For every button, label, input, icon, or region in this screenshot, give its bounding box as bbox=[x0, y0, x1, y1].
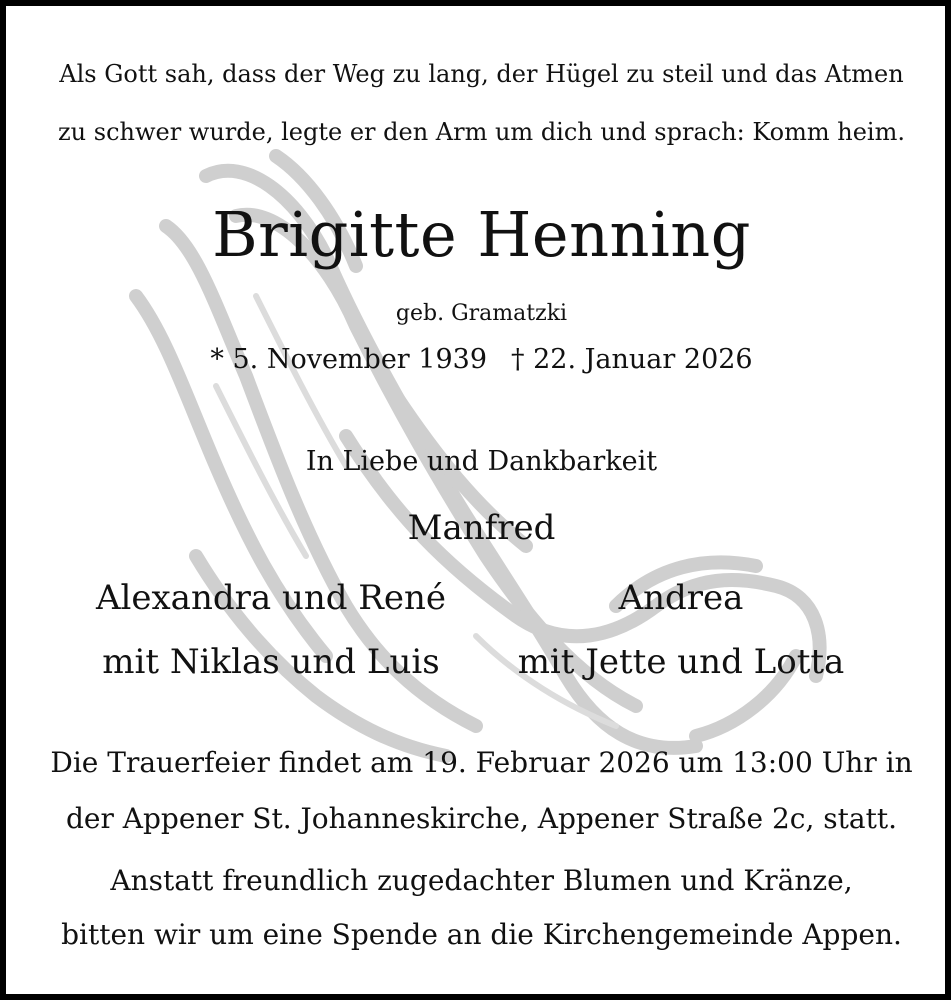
life-dates bbox=[6, 344, 951, 375]
quote-line-2: zu schwer wurde, legte er den Arm um dich und sprach: Komm heim. bbox=[58, 118, 905, 146]
mourners-intro: In Liebe und Dankbarkeit bbox=[305, 446, 658, 477]
death-date: † 22. Januar 2026 bbox=[511, 344, 753, 375]
family-right-line-2: mit Jette und Lotta bbox=[517, 642, 845, 682]
spouse-name: Manfred bbox=[407, 508, 556, 548]
birth-date: * 5. November 1939 bbox=[210, 344, 487, 375]
maiden-name: geb. Gramatzki bbox=[395, 301, 568, 326]
service-line-2: der Appener St. Johanneskirche, Appener Straße 2c, statt. bbox=[66, 802, 897, 835]
service-line-3: Anstatt freundlich zugedachter Blumen und Kränze, bbox=[110, 864, 853, 897]
family-left-line-2: mit Niklas und Luis bbox=[102, 642, 440, 682]
family-left-line-1: Alexandra und René bbox=[95, 578, 447, 618]
service-line-1: Die Trauerfeier findet am 19. Februar 2026 um 13:00 Uhr in bbox=[50, 746, 913, 779]
deceased-name: Brigitte Henning bbox=[212, 198, 751, 271]
quote-line-1: Als Gott sah, dass der Weg zu lang, der Hügel zu steil und das Atmen bbox=[59, 60, 904, 88]
family-right-line-1: Andrea bbox=[618, 578, 744, 618]
service-line-4: bitten wir um eine Spende an die Kirchengemeinde Appen. bbox=[61, 918, 902, 951]
